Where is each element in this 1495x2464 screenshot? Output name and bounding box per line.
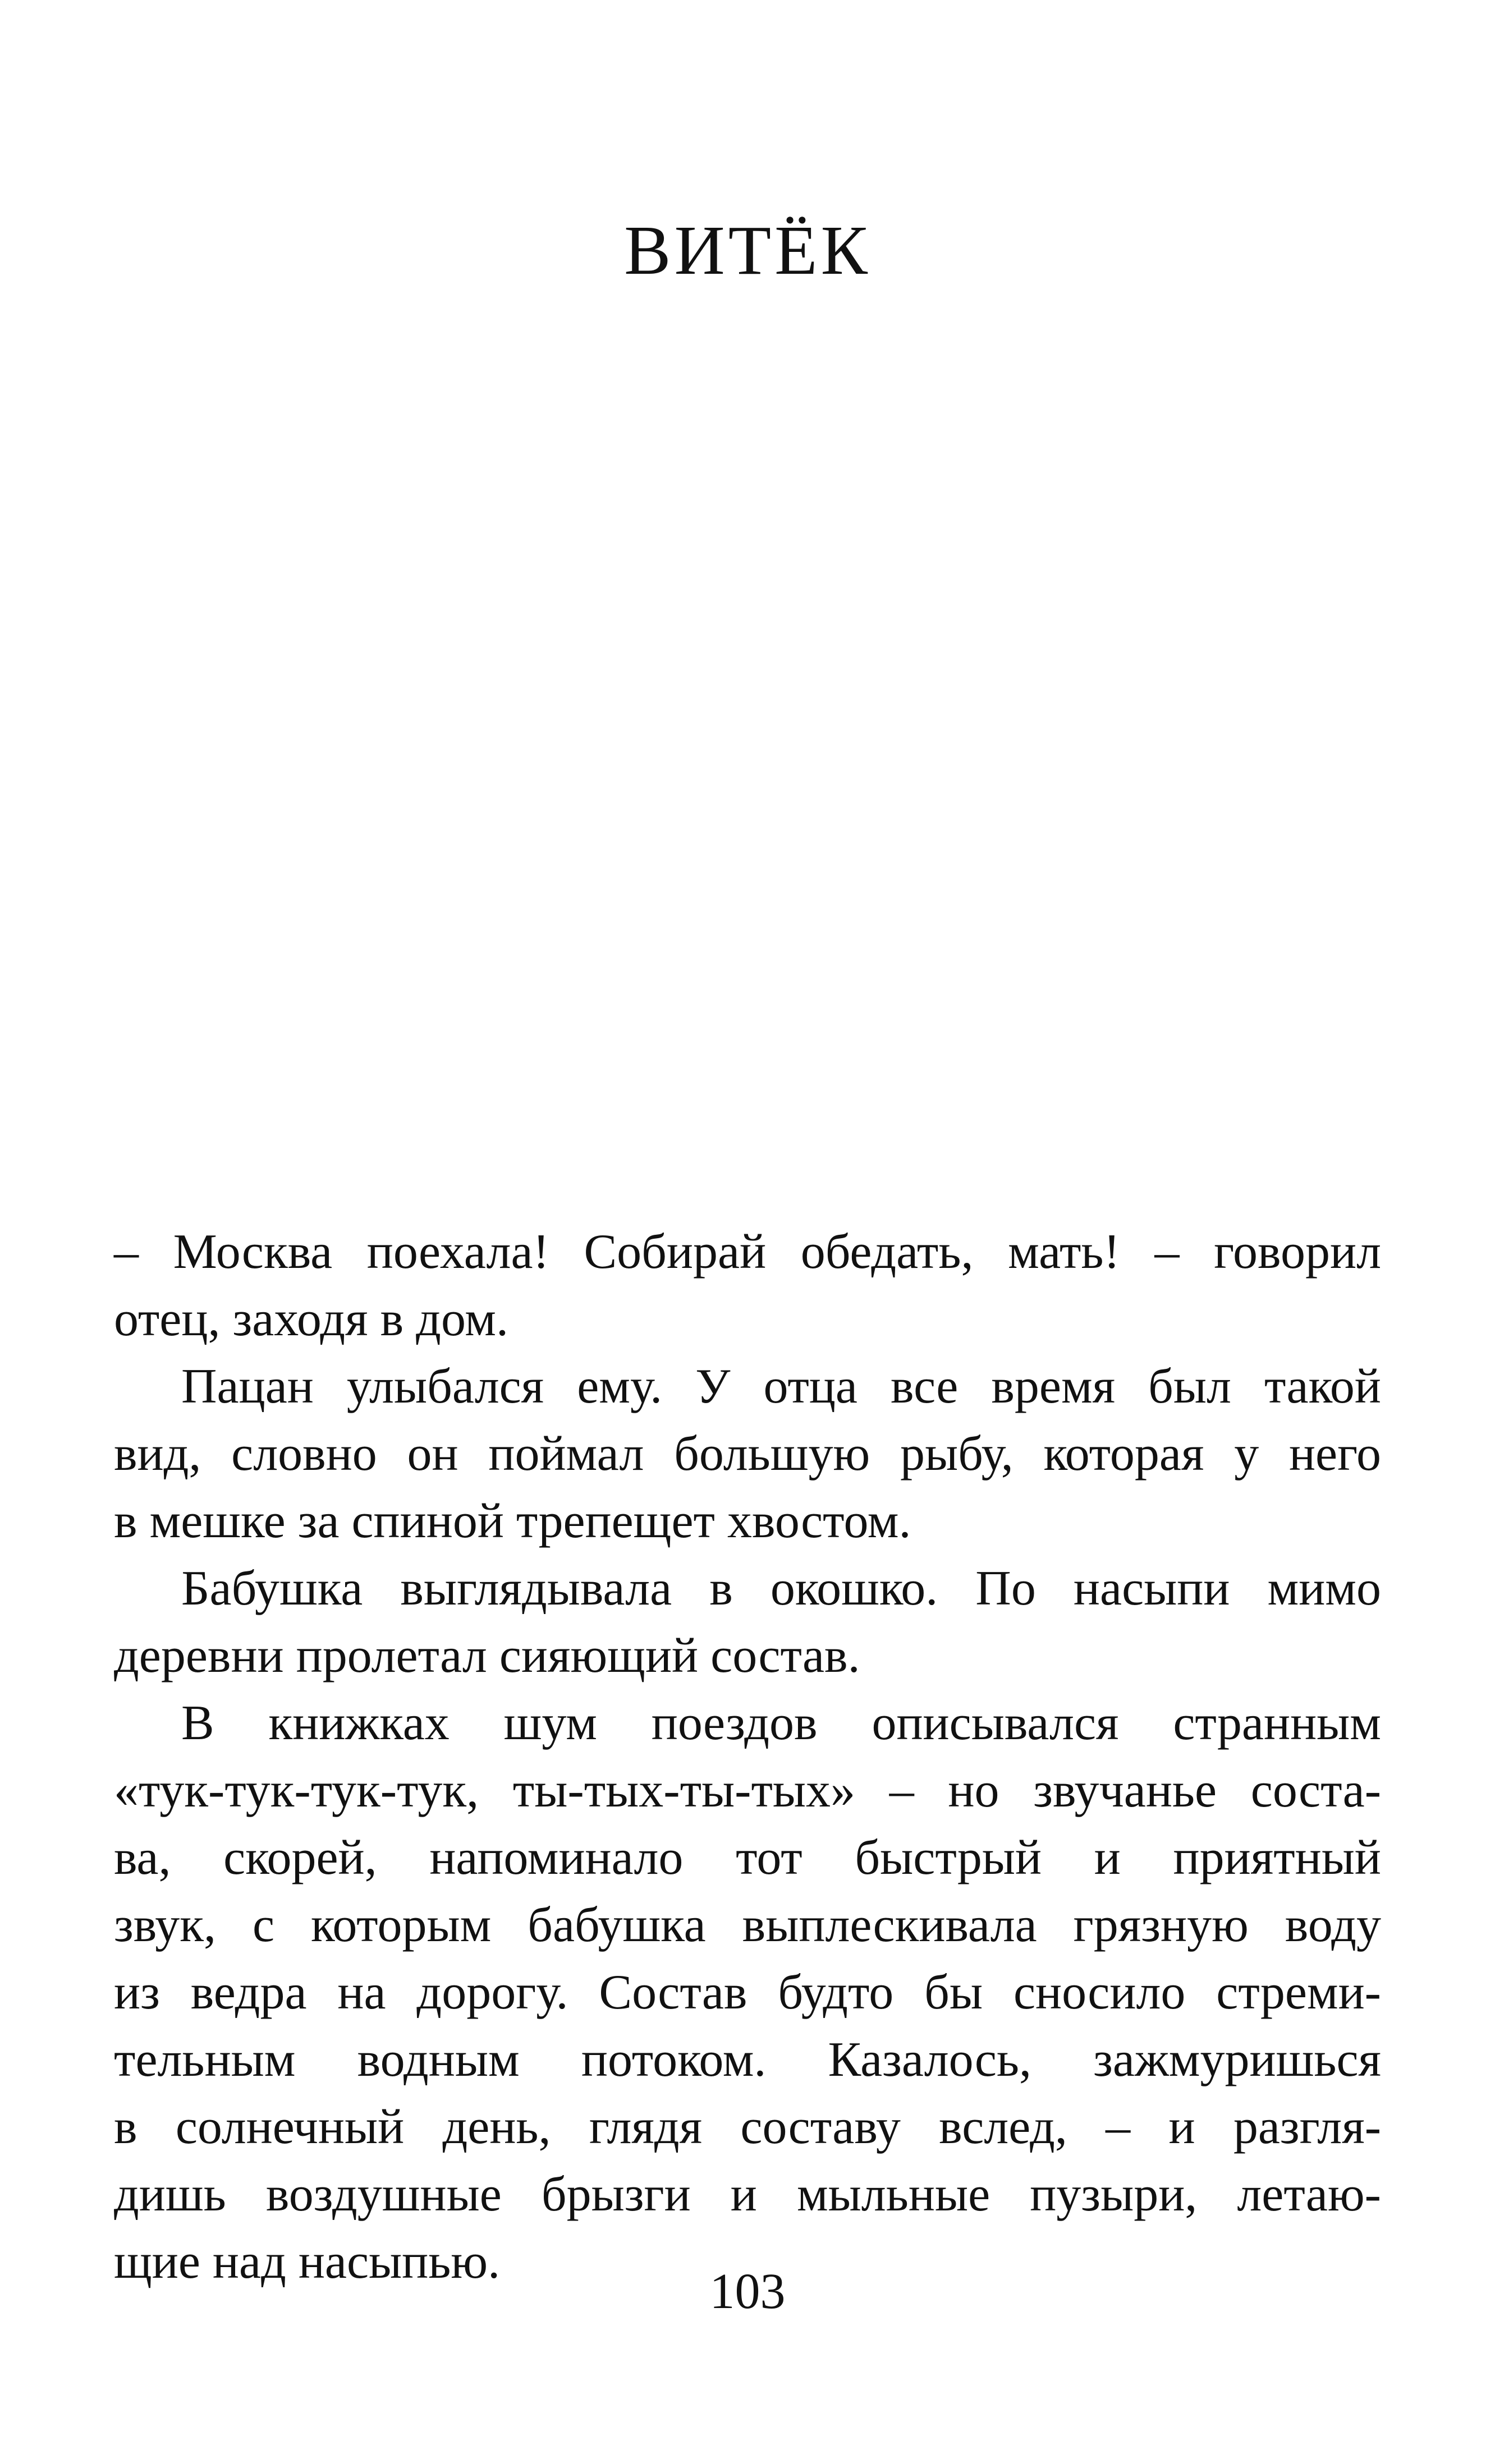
paragraph-4-line-6: тельным водным потоком. Казалось, зажмуришься: [114, 2033, 1381, 2087]
paragraph-4-line-9: щие над насыпью.: [114, 2235, 501, 2289]
paragraph-2-line-2: вид, словно он поймал большую рыбу, которая у него: [114, 1427, 1381, 1481]
paragraph-4-line-2: «тук-тук-тук-тук, ты-тых-ты-тых» – но звучанье соста-: [114, 1763, 1381, 1818]
paragraph-1-line-1: – Москва поехала! Собирай обедать, мать! – говорил: [114, 1225, 1381, 1279]
chapter-title: ВИТЁК: [624, 212, 871, 289]
paragraph-2-line-1: Пацан улыбался ему. У отца все время был такой: [181, 1359, 1381, 1414]
paragraph-1-line-2: отец, заходя в дом.: [114, 1292, 508, 1346]
paragraph-4-line-8: дишь воздушные брызги и мыльные пузыри, летаю-: [114, 2167, 1381, 2222]
paragraph-4-line-4: звук, с которым бабушка выплескивала грязную воду: [114, 1898, 1381, 1952]
paragraph-2-line-3: в мешке за спиной трепещет хвостом.: [114, 1494, 911, 1548]
page-number: 103: [709, 2264, 786, 2319]
paragraph-4-line-1: В книжках шум поездов описывался странным: [181, 1696, 1381, 1750]
body-text: [114, 1219, 1381, 2296]
paragraph-3-line-2: деревни пролетал сияющий состав.: [114, 1629, 860, 1683]
paragraph-4-line-5: из ведра на дорогу. Состав будто бы сносило стреми-: [114, 1965, 1381, 2020]
paragraph-4-line-3: ва, скорей, напоминало тот быстрый и приятный: [114, 1831, 1381, 1885]
paragraph-4-line-7: в солнечный день, глядя составу вслед, – и разгля-: [114, 2100, 1381, 2154]
paragraph-3-line-1: Бабушка выглядывала в окошко. По насыпи мимо: [181, 1561, 1381, 1616]
